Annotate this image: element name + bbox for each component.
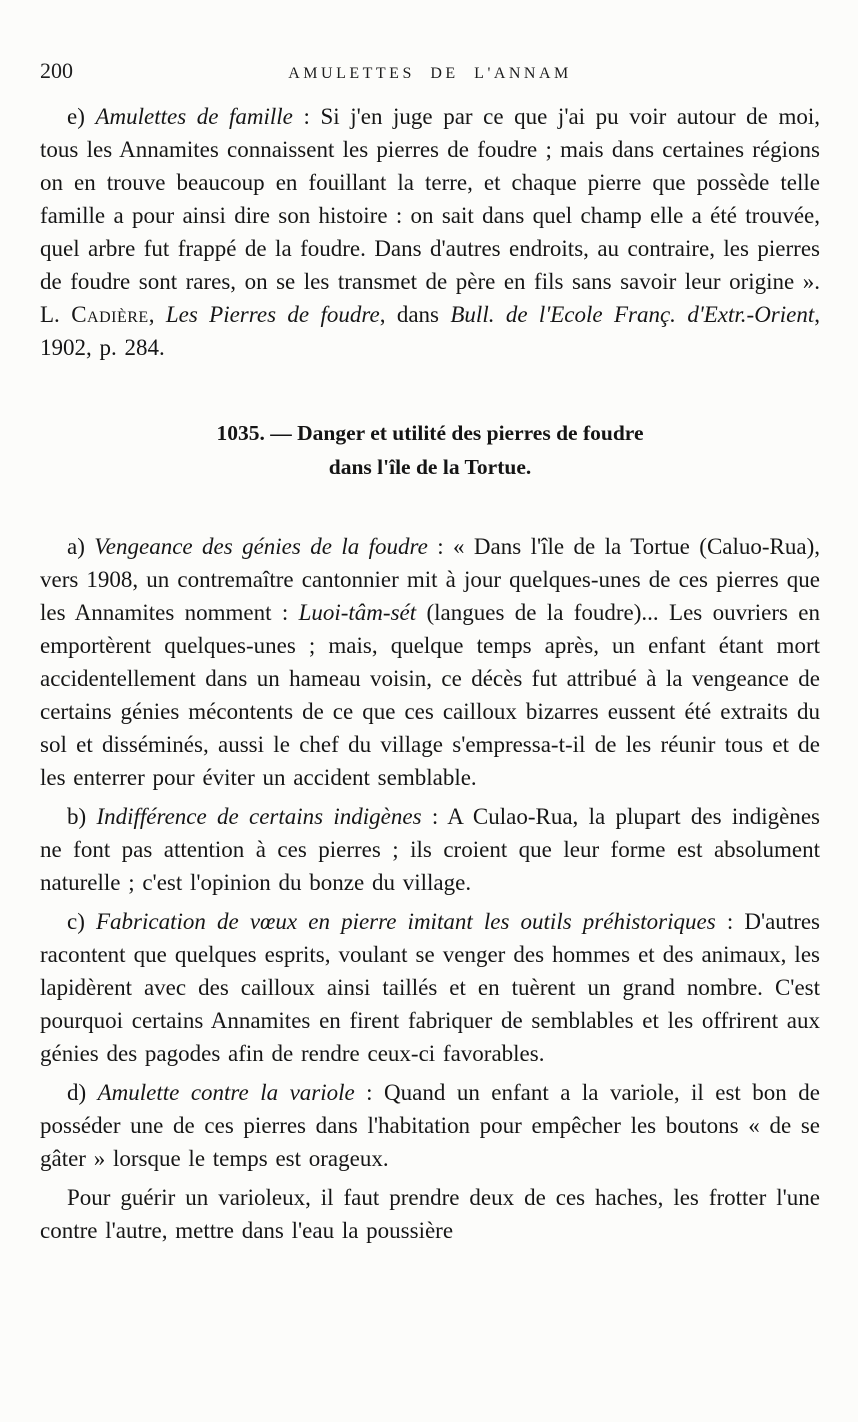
text-segment-italic: Bull. de l'Ecole Franç. d'Extr.-Orient [450, 302, 815, 327]
text-segment-italic: Indifférence de certains indigènes [96, 804, 422, 829]
running-title: AMULETTES DE L'ANNAM [288, 65, 572, 82]
section-heading [70, 416, 790, 484]
text-segment-italic: Amulette contre la variole [97, 1080, 355, 1105]
section-heading-line2: dans l'île de la Tortue. [328, 455, 532, 479]
paragraph-final [40, 1181, 820, 1247]
text-segment-normal: Pour guérir un varioleux, il faut prendre deux de ces haches, les frotter l'une contre l'autre, mettre dans l'eau la poussière [40, 1185, 820, 1243]
paragraph-d [40, 1076, 820, 1175]
paragraph-c [40, 905, 820, 1070]
text-segment-normal: : Si j'en juge par ce que j'ai pu voir autour de moi, tous les Annamites connaissent les pierres de foudre ; mais dans certaines régions on en trouve beaucoup en fouillant la terre, et chaque pierre que possède telle famille a pour ainsi dire son histoire : on sait dans quel champ elle a été trouvée, quel arbre fut frappé de la foudre. Dans d'autres endroits, au contraire, les pierres de foudre sont rares, on se les transmet de père en fils sans savoir leur origine ». L. [40, 104, 820, 327]
text-segment-italic: Luoi-tâm-sét [298, 600, 417, 625]
text-segment-normal: : « Dans l'île de la Tortue (Caluo-Rua), vers 1908, un contremaître cantonnier mit à jour quelques-unes de ces pierres que les Annamites nomment : [40, 534, 821, 625]
text-segment-normal: c) [67, 909, 96, 934]
text-segment-italic: Les Pierres de foudre [165, 302, 380, 327]
text-segment-normal: , dans [379, 302, 451, 327]
text-segment-italic: Fabrication de vœux en pierre imitant les outils préhistoriques [96, 909, 716, 934]
body-section [40, 530, 820, 1247]
text-segment-italic: Amulettes de famille [95, 104, 293, 129]
text-segment-normal: e) [67, 104, 96, 129]
text-segment-normal: , 1902, p. 284. [40, 302, 820, 360]
page-number: 200 [40, 58, 73, 83]
text-segment-normal: (langues de la foudre)... Les ouvriers en emportèrent quelques-unes ; mais, quelque temps après, un enfant étant mort accidentellement dans un hameau voisin, ce décès fut attribué à la vengeance de certains génies mécontents de ce que ces cailloux bizarres eussent été extraits du sol et disséminés, aussi le chef du village s'empressa-t-il de les réunir tous et de les enterrer pour éviter un accident semblable. [40, 600, 820, 790]
text-segment-normal: a) [67, 534, 95, 559]
text-segment-normal: , [148, 302, 166, 327]
page-header [40, 58, 820, 84]
text-segment-normal: : A Culao-Rua, la plupart des indigènes ne font pas attention à ces pierres ; ils croient que leur forme est absolument naturelle ; c'est l'opinion du bonze du village. [40, 804, 820, 895]
text-segment-normal: : Quand un enfant a la variole, il est bon de posséder une de ces pierres dans l'habitation pour empêcher les boutons « de se gâter » lorsque le temps est orageux. [40, 1080, 820, 1171]
text-segment-normal: d) [67, 1080, 98, 1105]
paragraph-b [40, 800, 820, 899]
text-segment-normal: b) [67, 804, 97, 829]
text-segment-normal: : D'autres racontent que quelques esprits, voulant se venger des hommes et des animaux, les lapidèrent avec des cailloux ainsi taillés et en tuèrent un grand nombre. C'est pourquoi certains Annamites en firent fabriquer de semblables et les offrirent aux génies des pagodes afin de rendre ceux-ci favorables. [40, 909, 821, 1066]
section-heading-line1: 1035. — Danger et utilité des pierres de foudre [216, 421, 644, 445]
text-segment-smallcaps: Cadière [71, 302, 149, 327]
paragraph-a [40, 530, 820, 794]
intro-section [40, 100, 820, 364]
paragraph-e [40, 100, 820, 364]
text-segment-italic: Vengeance des génies de la foudre [94, 534, 428, 559]
